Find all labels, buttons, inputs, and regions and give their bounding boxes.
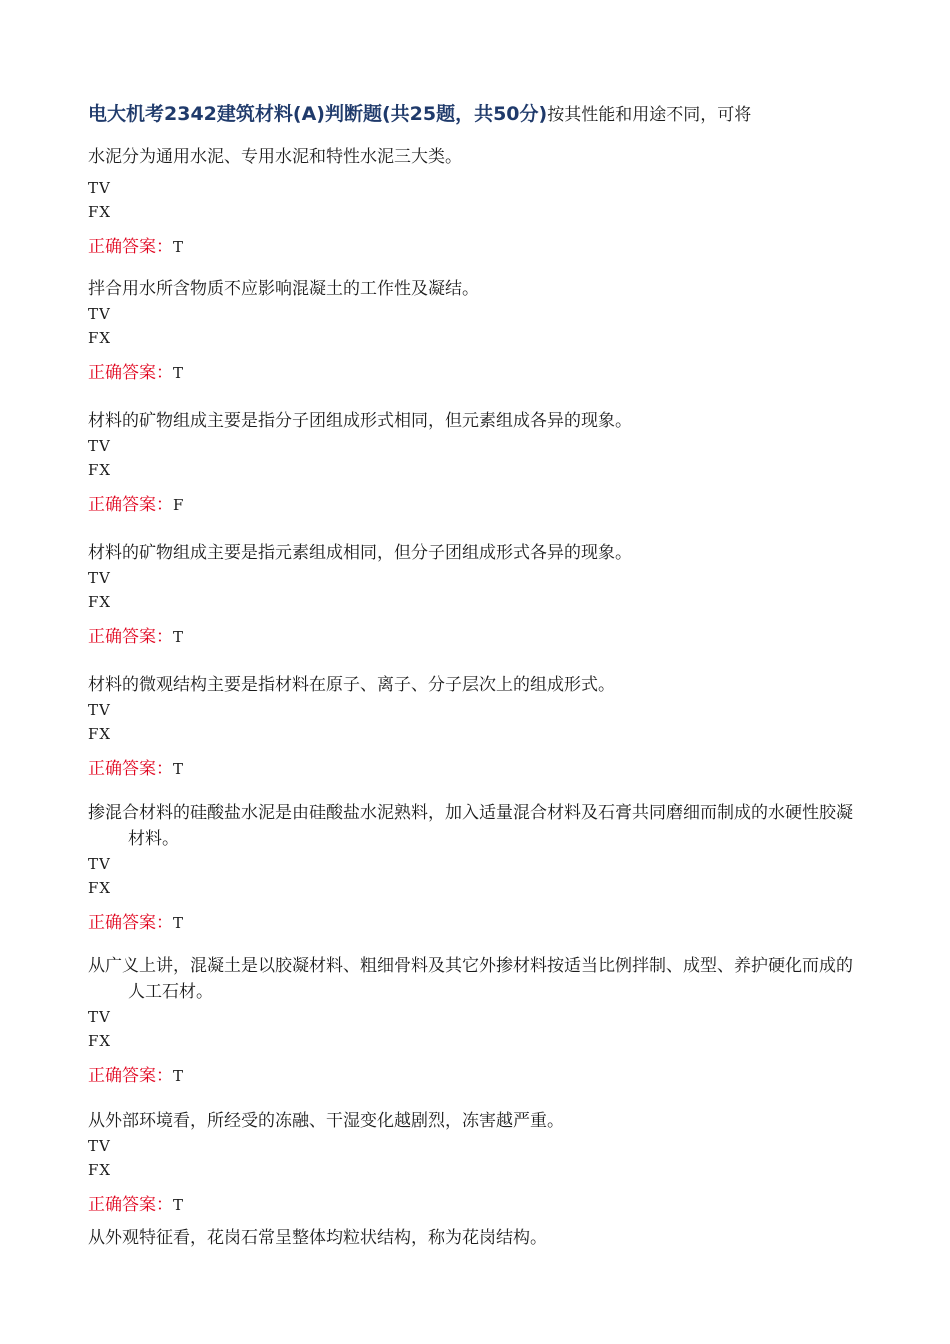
correct-answer bbox=[88, 910, 868, 936]
question-block bbox=[88, 540, 868, 650]
answer-value: T bbox=[173, 1067, 184, 1085]
question-1-text-start: 按其性能和用途不同，可将 bbox=[547, 105, 752, 125]
question-text: 材料的矿物组成主要是指元素组成相同，但分子团组成形式各异的现象。 bbox=[88, 543, 632, 563]
option-true: TV bbox=[88, 1008, 111, 1026]
answer-label: 正确答案： bbox=[88, 627, 173, 647]
question-text: 从广义上讲，混凝土是以胶凝材料、粗细骨料及其它外掺材料按适当比例拌制、成型、养护硬化而成的人工石材。 bbox=[88, 956, 853, 1002]
question-text: 从外部环境看，所经受的冻融、干湿变化越剧烈，冻害越严重。 bbox=[88, 1111, 564, 1131]
answer-label: 正确答案： bbox=[88, 1195, 173, 1215]
question-1-text-end: 水泥分为通用水泥、专用水泥和特性水泥三大类。 bbox=[88, 147, 462, 167]
answer-label: 正确答案： bbox=[88, 495, 173, 515]
option-false: FX bbox=[88, 725, 112, 743]
document-title bbox=[88, 96, 868, 133]
option-false: FX bbox=[88, 203, 112, 221]
answer-value: T bbox=[173, 760, 184, 778]
answer-value: T bbox=[173, 914, 184, 932]
answer-label: 正确答案： bbox=[88, 913, 173, 933]
correct-answer bbox=[88, 1063, 868, 1089]
question-text: 拌合用水所含物质不应影响混凝土的工作性及凝结。 bbox=[88, 279, 479, 299]
title-heading: 电大机考2342建筑材料(A)判断题(共25题，共50分) bbox=[88, 103, 548, 125]
correct-answer bbox=[88, 756, 868, 782]
option-true: TV bbox=[88, 437, 111, 455]
question-text: 从外观特征看，花岗石常呈整体均粒状结构，称为花岗结构。 bbox=[88, 1228, 547, 1248]
answer-label: 正确答案： bbox=[88, 759, 173, 779]
option-false: FX bbox=[88, 879, 112, 897]
question-block bbox=[88, 800, 868, 936]
correct-answer bbox=[88, 360, 868, 386]
question-text: 材料的微观结构主要是指材料在原子、离子、分子层次上的组成形式。 bbox=[88, 675, 615, 695]
correct-answer bbox=[88, 234, 868, 260]
option-false: FX bbox=[88, 1032, 112, 1050]
correct-answer bbox=[88, 1192, 868, 1218]
option-false: FX bbox=[88, 593, 112, 611]
question-block bbox=[88, 276, 868, 386]
question-text: 掺混合材料的硅酸盐水泥是由硅酸盐水泥熟料，加入适量混合材料及石膏共同磨细而制成的水硬性胶凝材料。 bbox=[88, 803, 853, 849]
option-false: FX bbox=[88, 461, 112, 479]
option-true: TV bbox=[88, 701, 111, 719]
answer-label: 正确答案： bbox=[88, 363, 173, 383]
correct-answer bbox=[88, 624, 868, 650]
question-block bbox=[88, 672, 868, 782]
answer-value: T bbox=[173, 628, 184, 646]
option-true: TV bbox=[88, 1137, 111, 1155]
question-block bbox=[88, 176, 868, 260]
answer-label: 正确答案： bbox=[88, 1066, 173, 1086]
option-true: TV bbox=[88, 855, 111, 873]
answer-value: T bbox=[173, 1196, 184, 1214]
correct-answer bbox=[88, 492, 868, 518]
option-true: TV bbox=[88, 305, 111, 323]
answer-label: 正确答案： bbox=[88, 237, 173, 257]
answer-value: F bbox=[173, 496, 184, 514]
answer-value: T bbox=[173, 364, 184, 382]
answer-value: T bbox=[173, 238, 184, 256]
question-text: 材料的矿物组成主要是指分子团组成形式相同，但元素组成各异的现象。 bbox=[88, 411, 632, 431]
option-true: TV bbox=[88, 569, 111, 587]
option-true: TV bbox=[88, 179, 111, 197]
question-block bbox=[88, 408, 868, 518]
question-block bbox=[88, 1108, 868, 1218]
option-false: FX bbox=[88, 329, 112, 347]
question-block bbox=[88, 953, 868, 1089]
option-false: FX bbox=[88, 1161, 112, 1179]
